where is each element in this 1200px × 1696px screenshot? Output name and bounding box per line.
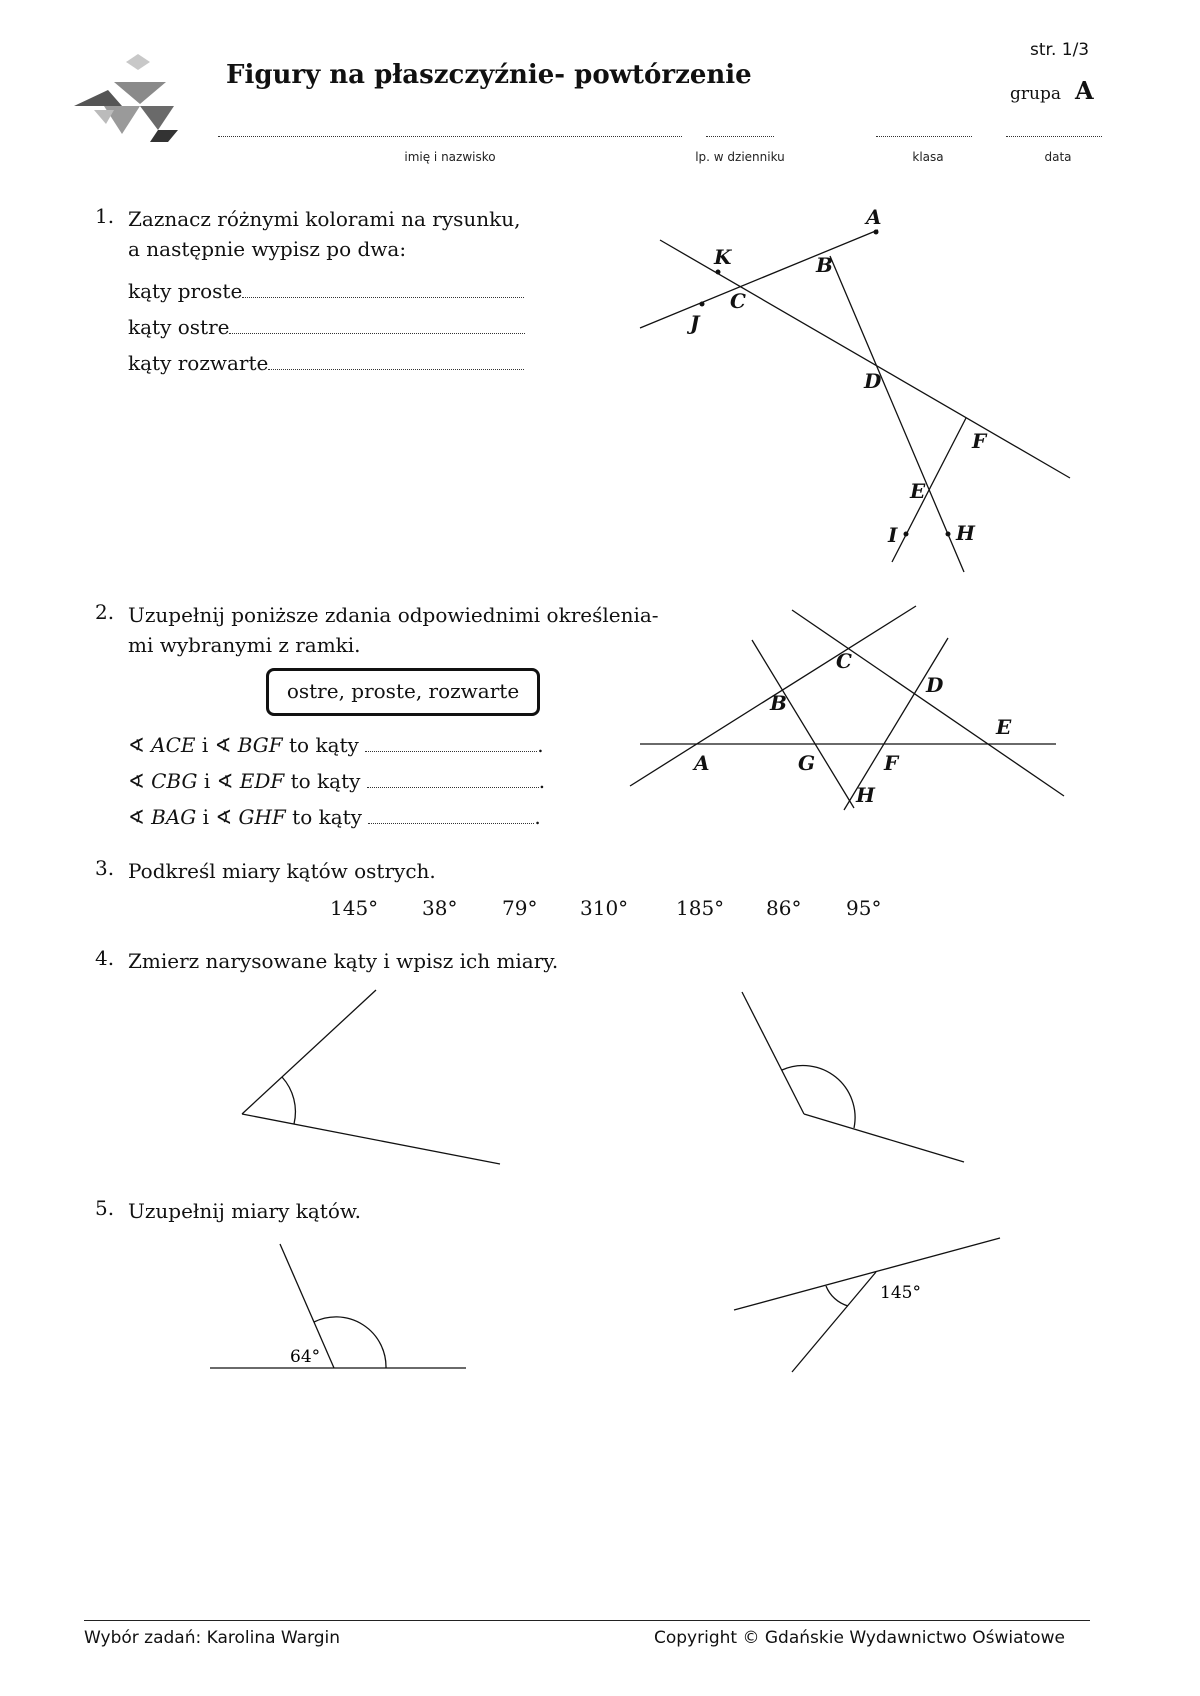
q1-text-line1: Zaznacz różnymi kolorami na rysunku,: [128, 207, 521, 231]
angle-sign: ∢: [128, 769, 145, 793]
q1-obtuse-answer[interactable]: [268, 369, 524, 370]
class-label: klasa: [912, 150, 944, 164]
q4-text: Zmierz narysowane kąty i wpisz ich miary.: [128, 949, 559, 973]
q1-point-J: J: [690, 311, 700, 335]
q2-sentence: ∢ CBG i ∢ EDF to kąty .: [128, 769, 546, 793]
q1-point-F: F: [972, 429, 987, 453]
q2-text-line1: Uzupełnij poniższe zdania odpowiednimi określenia-: [128, 603, 659, 627]
connector: i: [203, 769, 211, 793]
q3-number: 3.: [95, 856, 115, 880]
q2-point-D: D: [926, 673, 944, 697]
angle-name: CBG: [151, 769, 198, 793]
q3-measure[interactable]: 38°: [422, 896, 458, 920]
q2-sentence: ∢ BAG i ∢ GHF to kąty .: [128, 805, 541, 829]
angle-name: BAG: [151, 805, 197, 829]
q3-measure[interactable]: 145°: [330, 896, 379, 920]
sentence-tail: to kąty: [289, 733, 359, 757]
q3-measure[interactable]: 310°: [580, 896, 629, 920]
q2-sentences: [128, 730, 588, 832]
q1-row-right-label: kąty proste: [128, 279, 243, 303]
q2-point-A: A: [694, 751, 710, 775]
angle-sign: ∢: [215, 805, 233, 829]
q5-angle-145: 145°: [880, 1283, 921, 1303]
q3-measure[interactable]: 95°: [846, 896, 882, 920]
q2-answer-2[interactable]: [367, 787, 539, 788]
angle-name: BGF: [237, 733, 283, 757]
footer-copyright: Copyright © Gdańskie Wydawnictwo Oświatowe: [654, 1628, 1065, 1648]
angle-name: ACE: [151, 733, 196, 757]
name-label: imię i nazwisko: [404, 150, 496, 164]
number-field[interactable]: [706, 136, 774, 137]
q1-point-A: A: [866, 205, 882, 229]
group-value: A: [1074, 76, 1094, 105]
q5-figure-1: [200, 1240, 480, 1380]
q4-acute-angle: [230, 980, 510, 1170]
q2-point-H: H: [856, 783, 875, 807]
q2-point-C: C: [836, 649, 852, 673]
q1-point-E: E: [910, 479, 926, 503]
q1-text: [128, 204, 548, 264]
q1-row-acute-label: kąty ostre: [128, 315, 230, 339]
q2-figure: [620, 600, 1080, 820]
q5-number: 5.: [95, 1196, 115, 1220]
q2-text-line2: mi wybranymi z ramki.: [128, 633, 361, 657]
angle-sign: ∢: [128, 733, 145, 757]
sentence-tail: to kąty: [292, 805, 362, 829]
q2-point-F: F: [884, 751, 899, 775]
q1-answer-rows: [128, 276, 538, 378]
q1-point-C: C: [730, 289, 746, 313]
q1-figure: [620, 200, 1080, 580]
q2-point-B: B: [770, 691, 787, 715]
q4-obtuse-angle: [730, 980, 980, 1170]
q5-text: Uzupełnij miary kątów.: [128, 1199, 361, 1223]
q2-number: 2.: [95, 600, 115, 624]
page-number: str. 1/3: [1030, 40, 1090, 60]
q3-measure[interactable]: 79°: [502, 896, 538, 920]
q1-point-I: I: [888, 523, 898, 547]
number-label: lp. w dzienniku: [695, 150, 785, 164]
q4-number: 4.: [95, 946, 115, 970]
q2-answer-3[interactable]: [368, 823, 534, 824]
connector: i: [201, 733, 209, 757]
footer-divider: [84, 1620, 1090, 1621]
q1-point-K: K: [714, 245, 732, 269]
q1-number: 1.: [95, 204, 115, 228]
q3-measure[interactable]: 185°: [676, 896, 725, 920]
sentence-tail: to kąty: [290, 769, 361, 793]
q1-point-D: D: [864, 369, 882, 393]
q3-text: Podkreśl miary kątów ostrych.: [128, 859, 436, 883]
q1-row-obtuse-label: kąty rozwarte: [128, 351, 269, 375]
q2-word-box: ostre, proste, rozwarte: [266, 668, 540, 716]
group-label: grupa: [1010, 84, 1061, 104]
class-field[interactable]: [876, 136, 972, 137]
group-indicator: [1010, 76, 1094, 105]
q2-answer-1[interactable]: [365, 751, 537, 752]
q2-point-E: E: [996, 715, 1012, 739]
connector: i: [202, 805, 210, 829]
angle-sign: ∢: [214, 733, 232, 757]
q5-angle-64: 64°: [290, 1347, 321, 1367]
q2-point-G: G: [798, 751, 816, 775]
angle-sign: ∢: [128, 805, 145, 829]
angle-sign: ∢: [216, 769, 234, 793]
angle-name: GHF: [238, 805, 286, 829]
angle-name: EDF: [239, 769, 285, 793]
q1-point-B: B: [816, 253, 833, 277]
date-field[interactable]: [1006, 136, 1102, 137]
q1-text-line2: a następnie wypisz po dwa:: [128, 237, 407, 261]
q1-right-answer[interactable]: [242, 297, 524, 298]
q1-acute-answer[interactable]: [229, 333, 525, 334]
date-label: data: [1044, 150, 1072, 164]
name-field[interactable]: [218, 136, 682, 137]
q3-measure[interactable]: 86°: [766, 896, 802, 920]
q1-point-H: H: [956, 521, 975, 545]
footer-author: Wybór zadań: Karolina Wargin: [84, 1628, 341, 1648]
q2-sentence: ∢ ACE i ∢ BGF to kąty .: [128, 733, 544, 757]
q5-figure-2: [730, 1230, 1010, 1380]
q2-text: [128, 600, 688, 660]
publisher-logo: [74, 54, 184, 144]
page-title: Figury na płaszczyźnie- powtórzenie: [226, 60, 752, 90]
